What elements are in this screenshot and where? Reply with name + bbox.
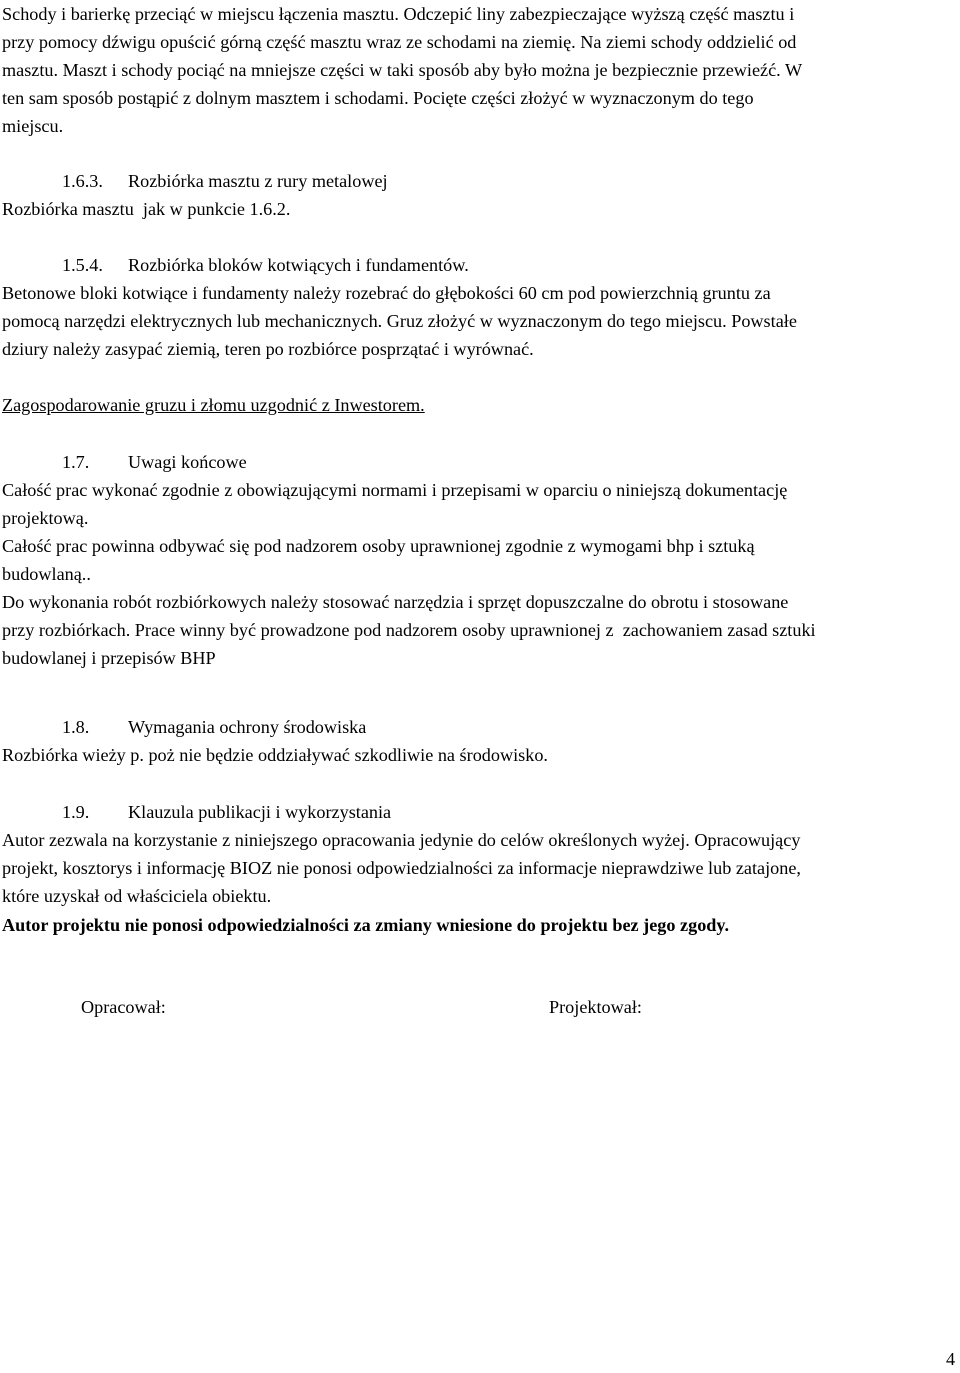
section-number: 1.7. xyxy=(62,452,90,472)
section-1-5-4-line-3: dziury należy zasypać ziemią, teren po rozbiórce posprzątać i wyrównać. xyxy=(2,339,534,359)
section-number: 1.6.3. xyxy=(62,171,103,191)
section-1-7-line-5: Do wykonania robót rozbiórkowych należy stosować narzędzia i sprzęt dopuszczalne do obrotu i stosowane xyxy=(2,592,789,612)
section-1-9-line-2: projekt, kosztorys i informację BIOZ nie ponosi odpowiedzialności za informacje nieprawdziwe lub zatajone, xyxy=(2,858,801,878)
bold-disclaimer: Autor projektu nie ponosi odpowiedzialności za zmiany wniesione do projektu bez jego zgody. xyxy=(2,915,730,935)
section-1-5-4-heading xyxy=(62,251,469,279)
section-title: Rozbiórka masztu z rury metalowej xyxy=(128,171,388,191)
section-1-7-line-6: przy rozbiórkach. Prace winny być prowadzone pod nadzorem osoby uprawnionej z zachowaniem zasad sztuki xyxy=(2,620,816,640)
section-1-6-3-heading xyxy=(62,167,388,195)
section-title: Uwagi końcowe xyxy=(128,452,247,472)
section-title: Wymagania ochrony środowiska xyxy=(128,717,367,737)
intro-line-3: masztu. Maszt i schody pociąć na mniejsze części w taki sposób aby było można je bezpiecznie przewieźć. W xyxy=(2,60,803,80)
section-1-7-line-7: budowlanej i przepisów BHP xyxy=(2,648,216,668)
intro-line-1: Schody i barierkę przeciąć w miejscu łączenia masztu. Odczepić liny zabezpieczające wyższą część masztu i xyxy=(2,4,795,24)
prepared-by-label: Opracował: xyxy=(81,997,166,1017)
section-1-7-line-4: budowlaną.. xyxy=(2,564,91,584)
gruz-note: Zagospodarowanie gruzu i złomu uzgodnić z Inwestorem. xyxy=(2,395,425,415)
section-1-7-line-2: projektową. xyxy=(2,508,89,528)
intro-line-2: przy pomocy dźwigu opuścić górną część masztu wraz ze schodami na ziemię. Na ziemi schody oddzielić od xyxy=(2,32,797,52)
section-1-6-3-body: Rozbiórka masztu jak w punkcie 1.6.2. xyxy=(2,199,291,219)
section-1-9-line-1: Autor zezwala na korzystanie z niniejszego opracowania jedynie do celów określonych wyżej. Opracowujący xyxy=(2,830,801,850)
section-1-5-4-line-1: Betonowe bloki kotwiące i fundamenty należy rozebrać do głębokości 60 cm pod powierzchnią gruntu za xyxy=(2,283,771,303)
section-1-9-heading xyxy=(62,798,391,826)
section-1-9-line-3: które uzyskał od właściciela obiektu. xyxy=(2,886,272,906)
section-number: 1.9. xyxy=(62,802,90,822)
section-1-8-heading xyxy=(62,713,366,741)
designed-by-label: Projektował: xyxy=(549,997,642,1017)
section-1-7-line-3: Całość prac powinna odbywać się pod nadzorem osoby uprawnionej zgodnie z wymogami bhp i sztuką xyxy=(2,536,755,556)
section-number: 1.8. xyxy=(62,717,90,737)
page-number: 4 xyxy=(946,1349,956,1369)
section-1-5-4-line-2: pomocą narzędzi elektrycznych lub mechanicznych. Gruz złożyć w wyznaczonym do tego miejscu. Powstałe xyxy=(2,311,797,331)
section-1-7-heading xyxy=(62,448,247,476)
section-1-8-body: Rozbiórka wieży p. poż nie będzie oddziaływać szkodliwie na środowisko. xyxy=(2,745,548,765)
section-title: Klauzula publikacji i wykorzystania xyxy=(128,802,392,822)
intro-line-5: miejscu. xyxy=(2,116,64,136)
section-1-7-line-1: Całość prac wykonać zgodnie z obowiązującymi normami i przepisami w oparciu o niniejszą dokumentację xyxy=(2,480,788,500)
intro-line-4: ten sam sposób postąpić z dolnym masztem i schodami. Pocięte części złożyć w wyznaczonym do tego xyxy=(2,88,754,108)
section-number: 1.5.4. xyxy=(62,255,103,275)
section-title: Rozbiórka bloków kotwiących i fundamentów. xyxy=(128,255,469,275)
